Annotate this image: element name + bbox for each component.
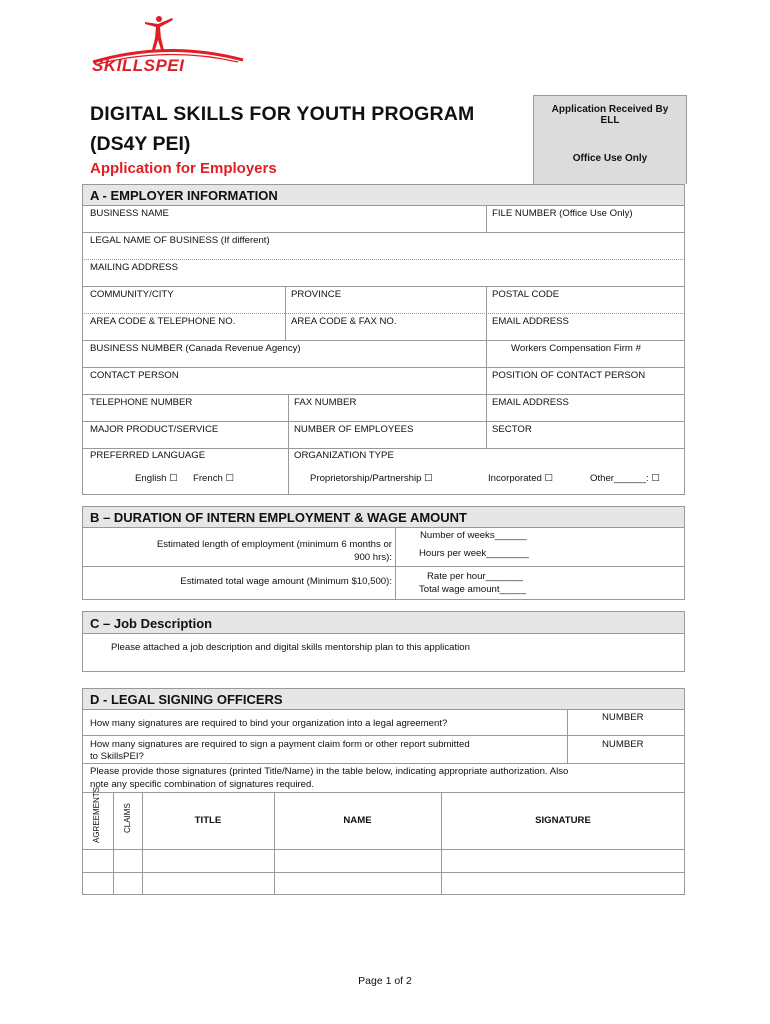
document-title-line2: (DS4Y PEI) (90, 133, 191, 155)
column-claims: CLAIMS (123, 803, 132, 833)
employment-length-line2: 900 hrs): (354, 551, 392, 563)
claim-question-line2: to SkillsPEI? (90, 751, 144, 762)
section-d-heading: D - LEGAL SIGNING OFFICERS (82, 688, 685, 710)
field-fax-number[interactable]: FAX NUMBER (294, 397, 357, 408)
employment-length-label (90, 539, 392, 564)
field-hours-per-week[interactable]: Hours per week________ (419, 548, 529, 559)
field-workers-compensation[interactable]: Workers Compensation Firm # (511, 343, 641, 354)
organization-type-label: ORGANIZATION TYPE (294, 450, 394, 461)
instructions-line2: note any specific combination of signatures required. (90, 778, 314, 790)
field-business-number[interactable]: BUSINESS NUMBER (Canada Revenue Agency) (90, 343, 301, 354)
field-business-name[interactable]: BUSINESS NAME (90, 208, 169, 219)
field-rate-per-hour[interactable]: Rate per hour_______ (427, 571, 524, 582)
section-c-heading: C – Job Description (82, 611, 685, 634)
field-total-wage[interactable]: Total wage amount_____ (419, 584, 527, 595)
field-number-claims[interactable]: NUMBER (602, 739, 644, 750)
office-received-label: Application Received By (551, 104, 669, 115)
field-contact-person[interactable]: CONTACT PERSON (90, 370, 179, 381)
section-a-heading: A - EMPLOYER INFORMATION (82, 184, 685, 206)
field-telephone-number[interactable]: TELEPHONE NUMBER (90, 397, 193, 408)
field-contact-email[interactable]: EMAIL ADDRESS (492, 397, 569, 408)
field-legal-name[interactable]: LEGAL NAME OF BUSINESS (If different) (90, 235, 270, 246)
claim-question-line1: How many signatures are required to sign a payment claim form or other report submitted (90, 739, 470, 750)
signing-officer-row[interactable] (82, 872, 685, 895)
logo-text: SKILLSPEI (92, 56, 185, 75)
page-number: Page 1 of 2 (358, 975, 412, 987)
field-file-number[interactable]: FILE NUMBER (Office Use Only) (492, 208, 633, 219)
column-agreements: AGREEMENTS (92, 786, 101, 843)
field-position-contact[interactable]: POSITION OF CONTACT PERSON (492, 370, 646, 381)
field-postal-code[interactable]: POSTAL CODE (492, 289, 560, 300)
checkbox-incorporated[interactable]: Incorporated ☐ (488, 473, 554, 484)
field-area-fax[interactable]: AREA CODE & FAX NO. (291, 316, 397, 327)
field-mailing-address[interactable]: MAILING ADDRESS (90, 262, 178, 273)
document-subtitle: Application for Employers (90, 160, 277, 177)
field-number-weeks[interactable]: Number of weeks______ (420, 530, 527, 541)
column-name: NAME (343, 815, 372, 826)
column-signature: SIGNATURE (535, 815, 591, 826)
instructions-line1: Please provide those signatures (printed Title/Name) in the table below, indicating appropriate authorization. Also (90, 766, 569, 777)
field-community-city[interactable]: COMMUNITY/CITY (90, 289, 174, 300)
field-email-address[interactable]: EMAIL ADDRESS (492, 316, 569, 327)
job-description-instruction: Please attached a job description and digital skills mentorship plan to this application (111, 642, 470, 653)
document-title-line1: DIGITAL SKILLS FOR YOUTH PROGRAM (90, 103, 475, 125)
signatures-instructions (90, 766, 568, 791)
section-b-heading: B – DURATION OF INTERN EMPLOYMENT & WAGE AMOUNT (82, 506, 685, 528)
checkbox-proprietorship[interactable]: Proprietorship/Partnership ☐ (310, 473, 433, 484)
field-number-employees[interactable]: NUMBER OF EMPLOYEES (294, 424, 414, 435)
signatures-legal-question: How many signatures are required to bind your organization into a legal agreement? (90, 718, 448, 729)
preferred-language-label: PREFERRED LANGUAGE (90, 450, 206, 461)
field-major-product[interactable]: MAJOR PRODUCT/SERVICE (90, 424, 219, 435)
checkbox-french[interactable]: French ☐ (193, 473, 235, 484)
field-sector[interactable]: SECTOR (492, 424, 532, 435)
column-title: TITLE (194, 815, 222, 826)
office-use-box (533, 95, 687, 184)
signing-officer-row[interactable] (82, 849, 685, 872)
field-province[interactable]: PROVINCE (291, 289, 342, 300)
field-number-legal[interactable]: NUMBER (602, 712, 644, 723)
signatures-claim-question (90, 739, 470, 763)
office-use-only-label: Office Use Only (572, 153, 648, 164)
field-area-telephone[interactable]: AREA CODE & TELEPHONE NO. (90, 316, 236, 327)
checkbox-english[interactable]: English ☐ (135, 473, 178, 484)
checkbox-other[interactable]: Other______: ☐ (590, 473, 660, 484)
office-ell-label: ELL (600, 115, 620, 126)
employment-length-line1: Estimated length of employment (minimum 6 months or (156, 539, 392, 550)
total-wage-label: Estimated total wage amount (Minimum $10,500): (180, 576, 392, 587)
